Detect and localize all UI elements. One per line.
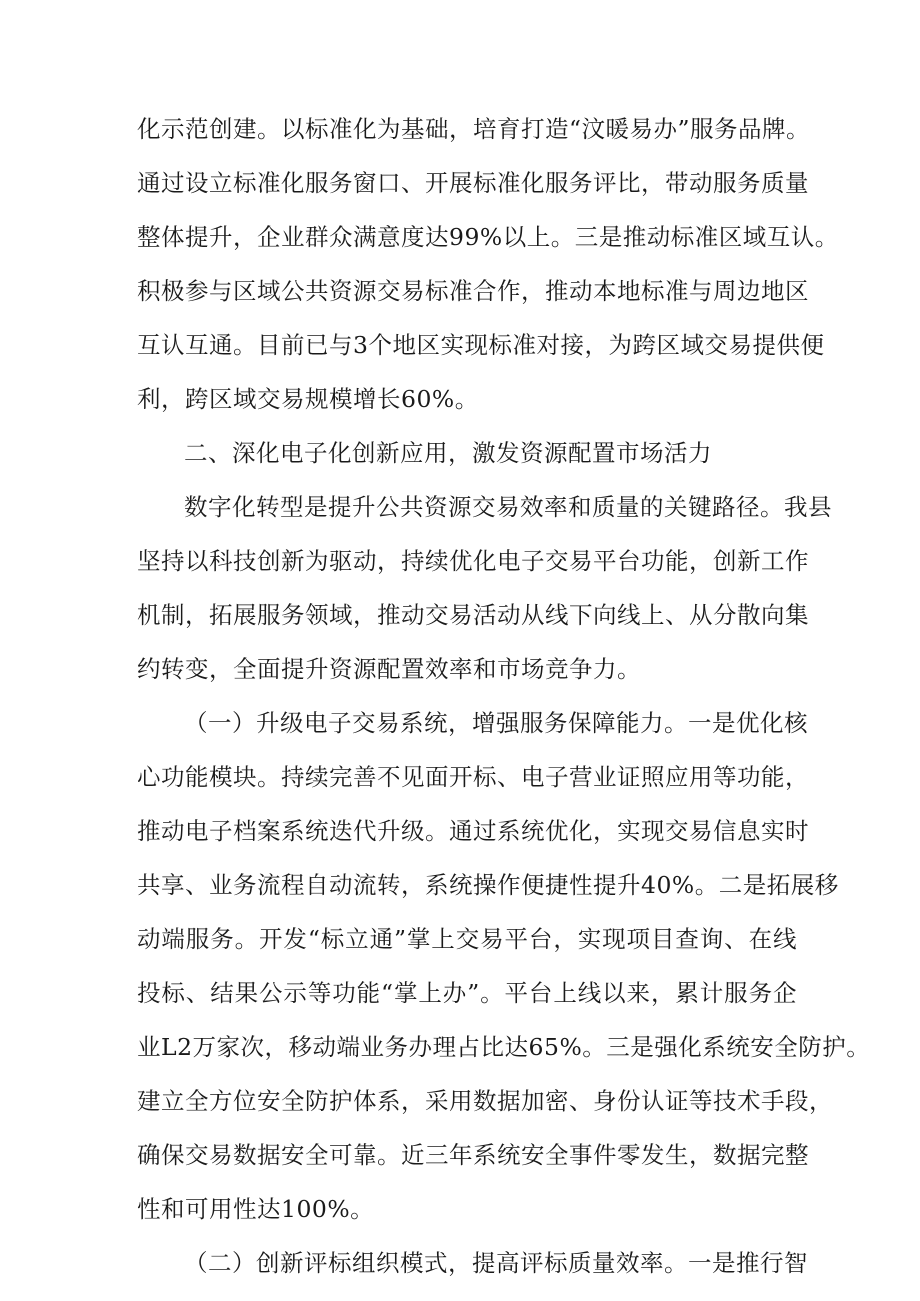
text-line: 心功能模块。持续完善不见面开标、电子营业证照应用等功能， xyxy=(137,763,809,791)
text-line: 通过设立标准化服务窗口、开展标准化服务评比，带动服务质量 xyxy=(137,169,809,197)
text-line: 业L2万家次，移动端业务办理占比达65%。三是强化系统安全防护。 xyxy=(137,1033,871,1061)
text-line: 互认互通。目前已与3个地区实现标准对接，为跨区域交易提供便 xyxy=(137,331,825,359)
text-line: （一）升级电子交易系统，增强服务保障能力。一是优化核 xyxy=(184,709,808,737)
text-line: 利，跨区域交易规模增长60%。 xyxy=(137,385,479,413)
text-line: 动端服务。开发“标立通”掌上交易平台，实现项目查询、在线 xyxy=(137,925,797,953)
text-line: 整体提升，企业群众满意度达99%以上。三是推动标准区域互认。 xyxy=(137,223,839,251)
text-line: 坚持以科技创新为驱动，持续优化电子交易平台功能，创新工作 xyxy=(137,547,809,575)
text-line: 积极参与区域公共资源交易标准合作，推动本地标准与周边地区 xyxy=(137,277,809,305)
text-line: （二）创新评标组织模式，提高评标质量效率。一是推行智 xyxy=(184,1249,808,1277)
text-line: 机制，拓展服务领域，推动交易活动从线下向线上、从分散向集 xyxy=(137,601,809,629)
text-line: 推动电子档案系统迭代升级。通过系统优化，实现交易信息实时 xyxy=(137,817,809,845)
text-line: 约转变，全面提升资源配置效率和市场竞争力。 xyxy=(137,655,641,683)
text-line: 二、深化电子化创新应用，激发资源配置市场活力 xyxy=(184,439,712,467)
text-line: 共享、业务流程自动流转，系统操作便捷性提升40%。二是拓展移 xyxy=(137,871,839,899)
text-line: 确保交易数据安全可靠。近三年系统安全事件零发生，数据完整 xyxy=(137,1141,809,1169)
text-line: 投标、结果公示等功能“掌上办”。平台上线以来，累计服务企 xyxy=(137,979,797,1007)
text-line: 数字化转型是提升公共资源交易效率和质量的关键路径。我县 xyxy=(184,493,832,521)
text-line: 化示范创建。以标准化为基础，培育打造“汶暖易办”服务品牌。 xyxy=(137,115,811,143)
text-line: 建立全方位安全防护体系，采用数据加密、身份认证等技术手段， xyxy=(137,1087,833,1115)
document-body xyxy=(137,102,871,1290)
text-line: 性和可用性达100%。 xyxy=(137,1195,375,1223)
